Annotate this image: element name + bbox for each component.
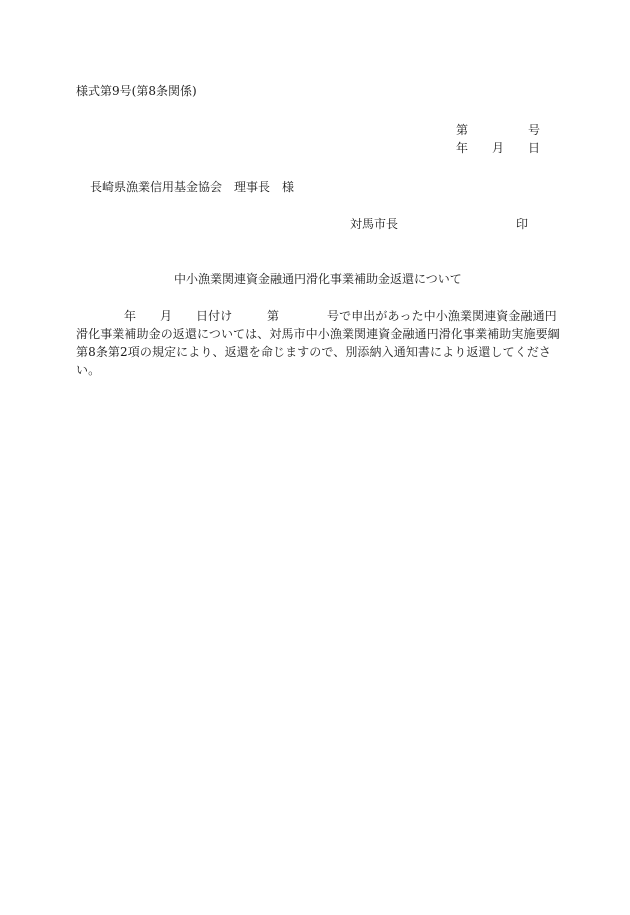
body-month: 月	[160, 309, 173, 323]
body-dated: 日付け	[196, 309, 233, 323]
seal-mark: 印	[516, 217, 529, 231]
body-line-2: 滑化事業補助金の返還については、対馬市中小漁業関連資金融通円滑化事業補助実施要綱	[76, 327, 560, 341]
date-month: 月	[492, 141, 505, 155]
document-number-suffix: 号	[528, 123, 541, 137]
form-number: 様式第9号(第8条関係)	[76, 84, 197, 98]
body-line-1-rest: 号で申出があった中小漁業関連資金融通円	[327, 309, 557, 323]
body-line-3: 第8条第2項の規定により、返還を命じますので、別添納入通知書により返還してくださ	[76, 345, 552, 359]
body-line-4: い。	[76, 363, 101, 377]
date-year: 年	[456, 141, 469, 155]
addressee: 長崎県漁業信用基金協会 理事長 様	[90, 180, 295, 194]
issuer-name: 対馬市長	[350, 217, 399, 231]
date-day: 日	[528, 141, 541, 155]
body-year: 年	[124, 309, 137, 323]
body-number-prefix: 第	[267, 309, 280, 323]
document-number-prefix: 第	[456, 123, 469, 137]
document-subject: 中小漁業関連資金融通円滑化事業補助金返還について	[174, 272, 462, 286]
